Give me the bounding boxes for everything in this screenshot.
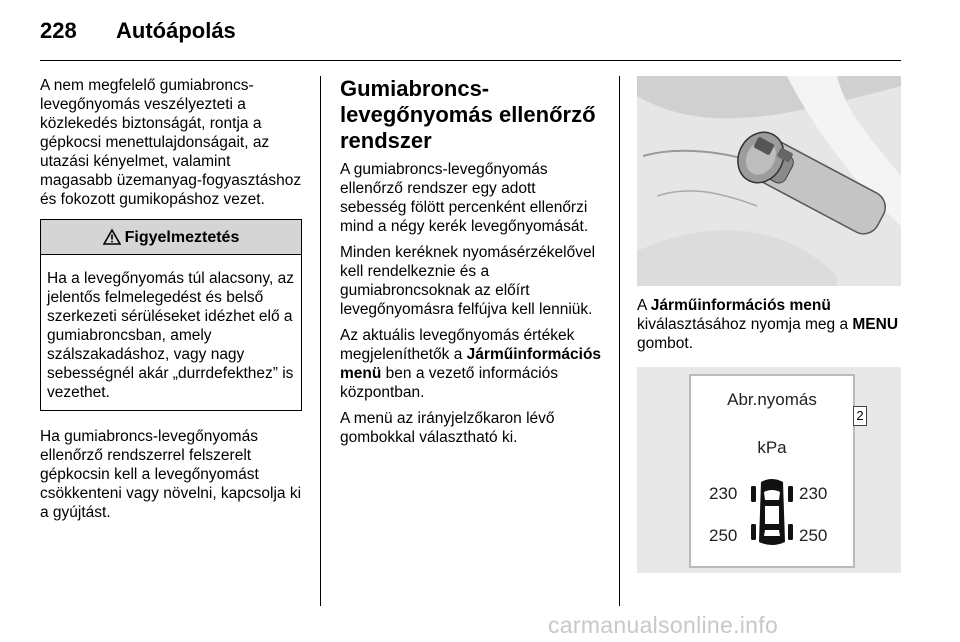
car-top-view-icon bbox=[751, 476, 793, 548]
front-left-pressure: 230 bbox=[709, 484, 738, 503]
caption-menu-button: MENU bbox=[852, 316, 899, 333]
rear-left-pressure: 250 bbox=[709, 526, 738, 545]
left-column bbox=[40, 76, 302, 529]
middle-column bbox=[340, 76, 602, 454]
front-right-pressure: 230 bbox=[799, 484, 828, 503]
system-paragraph: A gumiabroncs-levegőnyomás ellenőrző rendszer egy adott sebesség fölött percenként ellenőrzi mind a négy kerék levegőnyomását. bbox=[340, 161, 589, 235]
display-title: Abr.nyomás bbox=[727, 390, 817, 409]
turn-signal-lever-photo bbox=[637, 76, 901, 286]
warning-title: Figyelmeztetés bbox=[124, 228, 240, 246]
display-paragraph-pre: Az aktuális levegőnyomás értékek megjeleníthetők a bbox=[340, 327, 575, 363]
caption-post: gombot. bbox=[637, 335, 694, 352]
sensor-paragraph: Minden keréknek nyomásérzékelővel kell rendelkeznie és a gumiabroncsoknak az előírt levegőnyomásra felfújva kell lenniük. bbox=[340, 244, 596, 318]
display-paragraph bbox=[340, 326, 602, 402]
rear-right-pressure: 250 bbox=[799, 526, 828, 545]
vehicle-info-menu-term: Járműinformációs menü bbox=[340, 346, 602, 382]
header-rule bbox=[40, 60, 901, 61]
lever-illustration bbox=[637, 76, 901, 286]
warning-header bbox=[41, 220, 301, 255]
warning-box bbox=[40, 219, 302, 411]
caption-mid: kiválasztásához nyomja meg a bbox=[637, 316, 853, 333]
tire-pressure-display bbox=[689, 374, 864, 568]
caption-pre: A bbox=[637, 297, 651, 314]
display-paragraph-post: ben a vezető információs központban. bbox=[340, 365, 558, 401]
column-divider-left bbox=[320, 76, 321, 606]
display-unit: kPa bbox=[757, 438, 787, 457]
right-column bbox=[637, 76, 901, 573]
warning-text: Ha a levegőnyomás túl alacsony, az jelentős felmelegedést és belső szerkezeti sérüléseket idézhet elő a gumiabroncsban, amely szálszakadáshoz, vagy nagy sebességnél akár „durrdefekthez” is vezethet. bbox=[47, 270, 294, 401]
menu-paragraph: A menü az irányjelzőkaron lévő gombokkal választható ki. bbox=[340, 410, 555, 446]
page-number: 228 bbox=[40, 18, 77, 43]
section-heading: Gumiabroncs-levegőnyomás ellenőrző rendszer bbox=[340, 76, 596, 153]
warning-triangle-icon bbox=[103, 229, 121, 245]
intro-paragraph: A nem megfelelő gumiabroncs-levegőnyomás veszélyezteti a közlekedés biztonságát, rontja a gépkocsi menettulajdonságait, az utazási kényelmet, valamint magasabb üzemanyag-fogyasztáshoz és fokozott gumikopáshoz vezet. bbox=[40, 77, 302, 208]
tire-pressure-display-image bbox=[637, 367, 901, 573]
menu-caption bbox=[637, 296, 901, 353]
column-divider-right bbox=[619, 76, 620, 606]
caption-vehicle-info-menu: Járműinformációs menü bbox=[650, 297, 831, 314]
ignition-paragraph: Ha gumiabroncs-levegőnyomás ellenőrző rendszerrel felszerelt gépkocsin kell a levegőnyomást csökkenteni vagy növelni, kapcsolja ki a gyújtást. bbox=[40, 428, 302, 521]
watermark: carmanualsonline.info bbox=[548, 612, 779, 638]
display-page-badge: 2 bbox=[853, 406, 867, 426]
page-title: Autóápolás bbox=[116, 18, 236, 43]
